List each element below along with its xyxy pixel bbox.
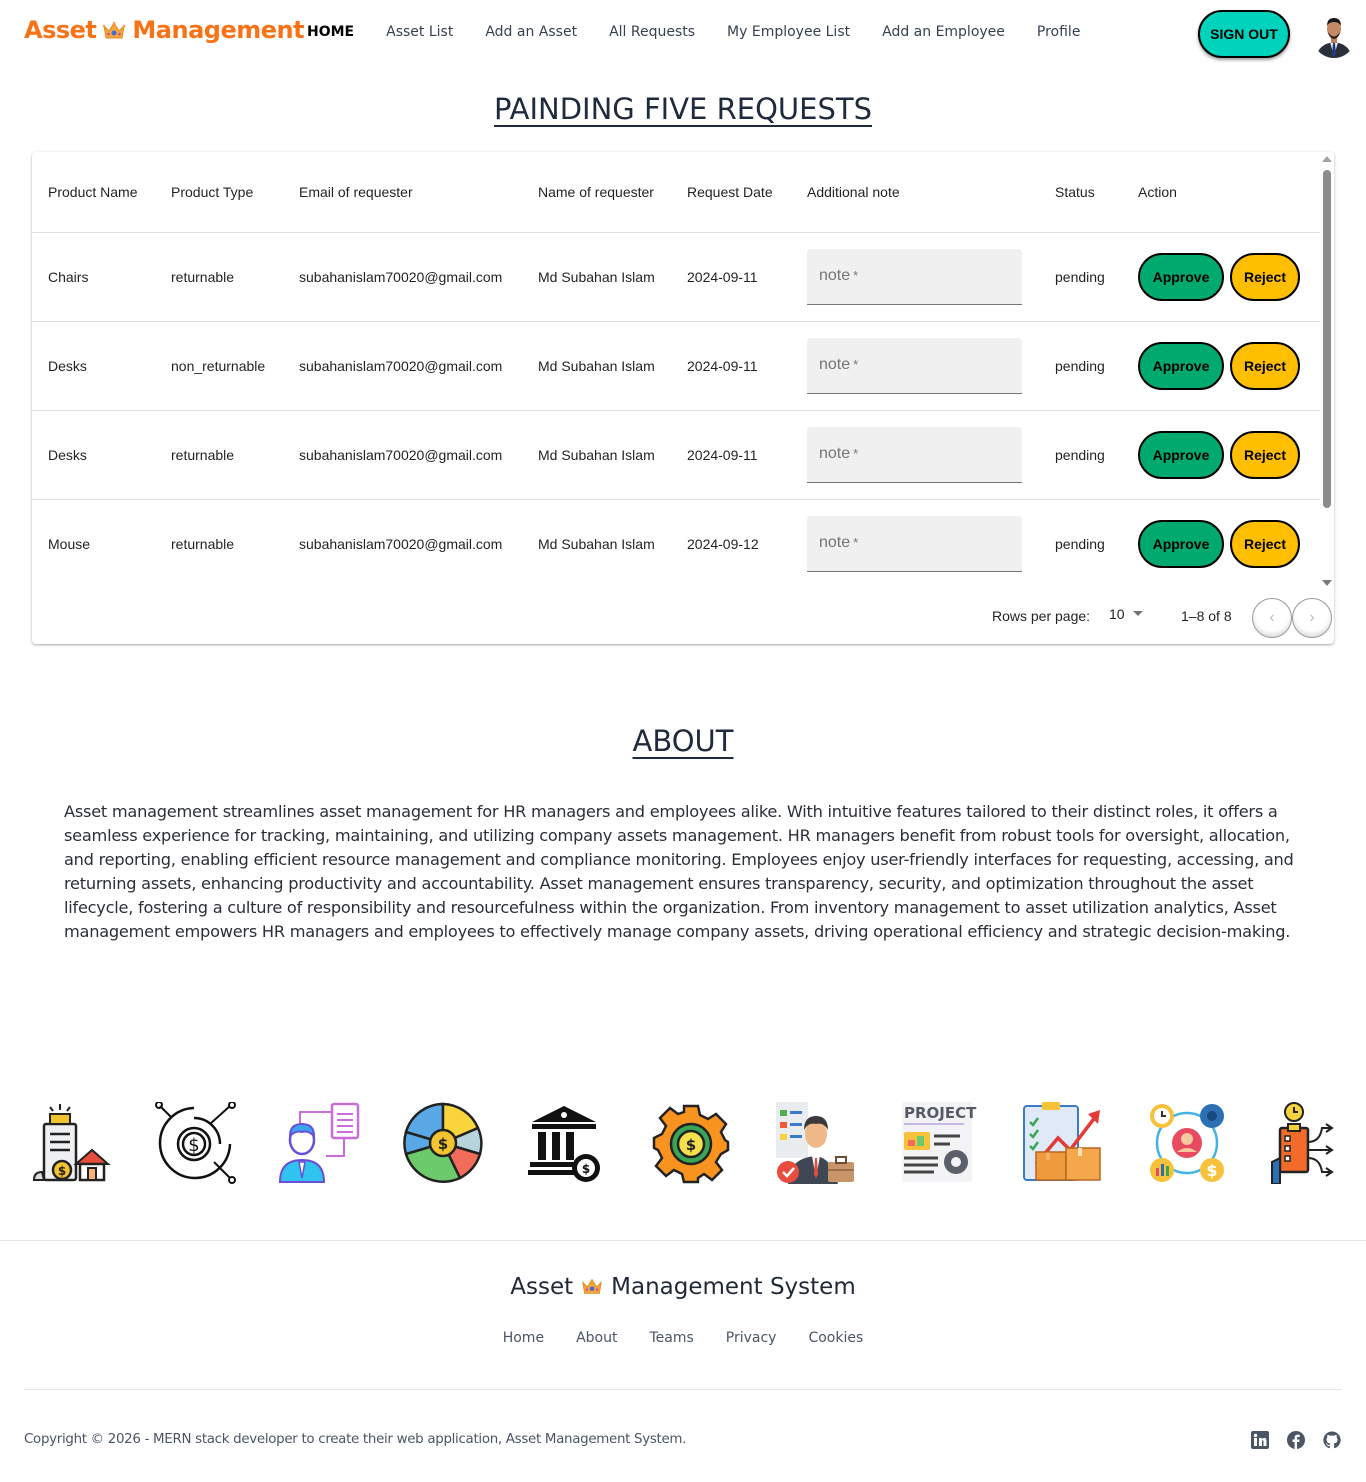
- cell-product-type: returnable: [155, 499, 283, 588]
- footer-title: Asset Management System: [510, 1274, 856, 1300]
- dollar-circuit-icon: [154, 1102, 236, 1184]
- sign-out-button[interactable]: SIGN OUT: [1198, 10, 1290, 58]
- col-product-name: Product Name: [32, 152, 155, 232]
- brand-logo[interactable]: [24, 16, 304, 44]
- table-row: [32, 499, 1320, 588]
- footer-link-about[interactable]: About: [576, 1330, 618, 1346]
- col-product-type: Product Type: [155, 152, 283, 232]
- cell-product-type: non_returnable: [155, 321, 283, 410]
- nav-profile[interactable]: Profile: [1036, 24, 1081, 40]
- table-vertical-scrollbar[interactable]: [1320, 152, 1334, 588]
- cell-requester-name: Md Subahan Islam: [522, 321, 671, 410]
- svg-text:$: $: [437, 1135, 449, 1153]
- copyright-text: Copyright © 2026 - MERN stack developer to create their web application, Asset Management System.: [24, 1432, 687, 1447]
- bank-settings-icon: [526, 1102, 608, 1184]
- cell-action: [1122, 499, 1320, 588]
- note-input[interactable]: note *: [807, 427, 1022, 483]
- svg-text:$: $: [188, 1135, 200, 1156]
- cell-status: pending: [1039, 321, 1122, 410]
- col-requester-name: Name of requester: [522, 152, 671, 232]
- cell-email: subahanislam70020@gmail.com: [283, 321, 522, 410]
- cell-note: [791, 410, 1039, 499]
- user-avatar[interactable]: [1312, 12, 1356, 58]
- linkedin-icon[interactable]: [1251, 1431, 1269, 1449]
- approve-button[interactable]: Approve: [1138, 520, 1224, 568]
- pending-requests-title: PAINDING FIVE REQUESTS: [494, 92, 872, 126]
- main-nav: [307, 24, 1112, 40]
- nav-add-asset[interactable]: Add an Asset: [485, 24, 578, 40]
- table-scroll-area: [32, 152, 1320, 588]
- footer-link-cookies[interactable]: Cookies: [808, 1330, 864, 1346]
- about-description: Asset management streamlines asset management for HR managers and employees alike. With intuitive features tailored to their distinct roles, it offers a seamless experience for tracking, maintaining, and utilizing company assets management. HR managers benefit from robust tools for oversight, allocation, and reporting, enabling efficient resource management and compliance monitoring. Employees enjoy user-friendly interfaces for requesting, accessing, and returning assets, enhancing productivity and accountability. Asset management ensures transparency, security, and optimization throughout the asset lifecycle, fostering a culture of responsibility and resourcefulness within the organization. From inventory management to asset utilization analytics, Asset management empowers HR managers and employees to effectively manage company assets, driving operational efficiency and strategic decision-making.: [64, 802, 1294, 941]
- footer-link-teams[interactable]: Teams: [649, 1330, 694, 1346]
- cell-email: subahanislam70020@gmail.com: [283, 232, 522, 321]
- svg-text:PROJECT: PROJECT: [904, 1104, 977, 1122]
- about-title: ABOUT: [632, 724, 734, 758]
- nav-all-requests[interactable]: All Requests: [609, 24, 696, 40]
- cell-product-type: returnable: [155, 232, 283, 321]
- approve-button[interactable]: Approve: [1138, 431, 1224, 479]
- col-request-date: Request Date: [671, 152, 791, 232]
- reject-button[interactable]: Reject: [1230, 342, 1300, 390]
- nav-asset-list[interactable]: Asset List: [386, 24, 454, 40]
- svg-text:$: $: [685, 1136, 697, 1154]
- approve-button[interactable]: Approve: [1138, 342, 1224, 390]
- facebook-icon[interactable]: [1287, 1431, 1305, 1449]
- chevron-left-icon: ‹: [1269, 609, 1275, 626]
- footer-nav: [0, 1330, 1366, 1346]
- cell-product-type: returnable: [155, 410, 283, 499]
- reject-button[interactable]: Reject: [1230, 253, 1300, 301]
- cell-note: [791, 321, 1039, 410]
- brand-left-text: Asset: [24, 16, 97, 44]
- cell-status: pending: [1039, 410, 1122, 499]
- svg-text:$: $: [581, 1162, 591, 1176]
- required-asterisk: *: [853, 268, 859, 283]
- cell-email: subahanislam70020@gmail.com: [283, 499, 522, 588]
- table-row: [32, 410, 1320, 499]
- user-photo-icon: [1312, 12, 1356, 58]
- col-email: Email of requester: [283, 152, 522, 232]
- cell-action: [1122, 321, 1320, 410]
- cell-product-name: Chairs: [32, 232, 155, 321]
- cell-status: pending: [1039, 499, 1122, 588]
- table-row: [32, 321, 1320, 410]
- approve-button[interactable]: Approve: [1138, 253, 1224, 301]
- project-document-icon: [898, 1102, 980, 1184]
- svg-text:$: $: [57, 1164, 67, 1178]
- crown-icon: [102, 20, 126, 40]
- rows-per-page-label: Rows per page:: [992, 608, 1091, 624]
- rows-per-page-select[interactable]: 10: [1109, 606, 1143, 622]
- cell-action: [1122, 410, 1320, 499]
- reject-button[interactable]: Reject: [1230, 431, 1300, 479]
- cell-product-name: Desks: [32, 321, 155, 410]
- chevron-right-icon: ›: [1309, 609, 1315, 626]
- required-asterisk: *: [853, 357, 859, 372]
- cell-status: pending: [1039, 232, 1122, 321]
- svg-text:$: $: [1206, 1161, 1218, 1180]
- cell-request-date: 2024-09-12: [671, 499, 791, 588]
- cell-product-name: Desks: [32, 410, 155, 499]
- employee-document-icon: [278, 1102, 360, 1184]
- footer-top-divider: [0, 1240, 1366, 1241]
- brand-right-text: Management: [132, 16, 305, 44]
- table-row: [32, 232, 1320, 321]
- cell-note: [791, 499, 1039, 588]
- nav-home[interactable]: HOME: [307, 24, 355, 40]
- dollar-gear-icon: [650, 1102, 732, 1184]
- nav-add-employee[interactable]: Add an Employee: [882, 24, 1005, 40]
- note-input[interactable]: note *: [807, 249, 1022, 305]
- footer-link-home[interactable]: Home: [502, 1330, 545, 1346]
- pending-requests-table: [32, 152, 1334, 644]
- crown-icon: [581, 1276, 603, 1296]
- github-icon[interactable]: [1323, 1431, 1341, 1449]
- building-finance-icon: [30, 1102, 112, 1184]
- feature-icon-strip: [30, 1102, 1366, 1186]
- cell-email: subahanislam70020@gmail.com: [283, 410, 522, 499]
- cell-requester-name: Md Subahan Islam: [522, 410, 671, 499]
- note-input[interactable]: note *: [807, 516, 1022, 572]
- businessman-checklist-icon: [774, 1102, 856, 1184]
- navbar: [0, 0, 1366, 68]
- nav-my-employee-list[interactable]: My Employee List: [727, 24, 851, 40]
- footer-divider: [24, 1389, 1342, 1390]
- dollar-pie-chart-icon: [402, 1102, 484, 1184]
- table-pagination: [32, 588, 1334, 644]
- table-header-row: [32, 152, 1320, 232]
- cell-requester-name: Md Subahan Islam: [522, 232, 671, 321]
- task-clipboard-icon: [1270, 1102, 1352, 1184]
- scroll-up-arrow-icon[interactable]: [1322, 156, 1332, 162]
- scrollbar-thumb[interactable]: [1323, 170, 1331, 508]
- col-status: Status: [1039, 152, 1122, 232]
- inventory-growth-icon: [1022, 1102, 1104, 1184]
- cell-requester-name: Md Subahan Islam: [522, 499, 671, 588]
- note-input[interactable]: note *: [807, 338, 1022, 394]
- cell-request-date: 2024-09-11: [671, 321, 791, 410]
- reject-button[interactable]: Reject: [1230, 520, 1300, 568]
- cell-product-name: Mouse: [32, 499, 155, 588]
- cell-request-date: 2024-09-11: [671, 410, 791, 499]
- required-asterisk: *: [853, 446, 859, 461]
- people-management-icon: [1146, 1102, 1228, 1184]
- cell-action: [1122, 232, 1320, 321]
- next-page-button[interactable]: [1292, 598, 1332, 638]
- col-action: Action: [1122, 152, 1320, 232]
- previous-page-button[interactable]: [1252, 598, 1292, 638]
- scroll-down-arrow-icon[interactable]: [1322, 580, 1332, 586]
- col-additional-note: Additional note: [791, 152, 1039, 232]
- chevron-down-icon: [1133, 611, 1143, 616]
- cell-note: [791, 232, 1039, 321]
- footer-link-privacy[interactable]: Privacy: [725, 1330, 777, 1346]
- cell-request-date: 2024-09-11: [671, 232, 791, 321]
- required-asterisk: *: [853, 535, 859, 550]
- pagination-range: 1–8 of 8: [1181, 608, 1232, 624]
